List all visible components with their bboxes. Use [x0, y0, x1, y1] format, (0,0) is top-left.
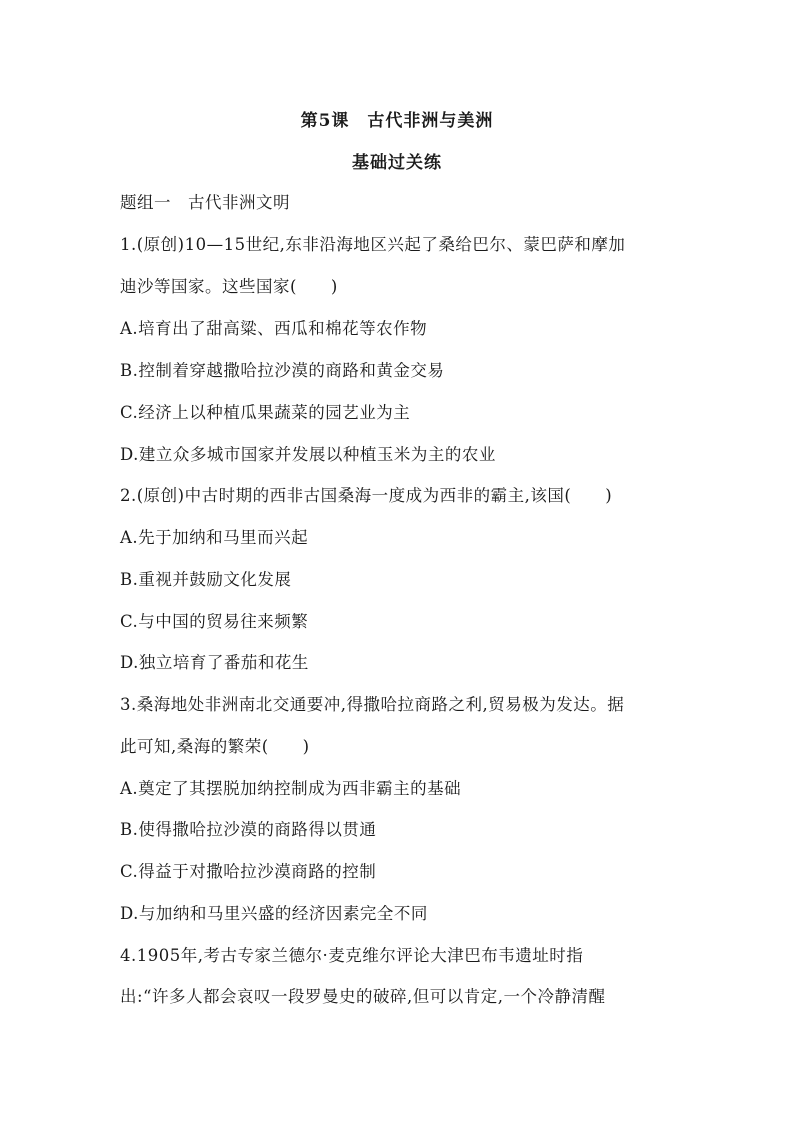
- text-line: B.使得撒哈拉沙漠的商路得以贯通: [120, 820, 377, 839]
- text-line: C.与中国的贸易往来频繁: [120, 612, 309, 631]
- group-heading: 题组一 古代非洲文明: [120, 193, 290, 212]
- text-line: 3.桑海地处非洲南北交通要冲,得撒哈拉商路之利,贸易极为发达。据: [120, 695, 625, 714]
- text-line: A.培育出了甜高粱、西瓜和棉花等农作物: [120, 319, 428, 338]
- text-line: 此可知,桑海的繁荣( ): [120, 737, 310, 756]
- text-line: C.经济上以种植瓜果蔬菜的园艺业为主: [120, 403, 411, 422]
- text-line: D.独立培育了番茄和花生: [120, 653, 309, 672]
- text-line: A.先于加纳和马里而兴起: [120, 528, 309, 547]
- text-line: 迪沙等国家。这些国家( ): [120, 277, 338, 296]
- text-line: A.奠定了其摆脱加纳控制成为西非霸主的基础: [120, 779, 462, 798]
- lesson-title: 第5课 古代非洲与美洲: [300, 111, 494, 131]
- text-line: 1.(原创)10—15世纪,东非沿海地区兴起了桑给巴尔、蒙巴萨和摩加: [120, 235, 626, 254]
- text-line: D.建立众多城市国家并发展以种植玉米为主的农业: [120, 445, 496, 464]
- text-line: D.与加纳和马里兴盛的经济因素完全不同: [120, 904, 428, 923]
- section-title: 基础过关练: [352, 153, 442, 173]
- text-line: 出:“许多人都会哀叹一段罗曼史的破碎,但可以肯定,一个冷静清醒: [120, 987, 606, 1006]
- text-line: B.控制着穿越撒哈拉沙漠的商路和黄金交易: [120, 361, 445, 380]
- text-line: B.重视并鼓励文化发展: [120, 570, 292, 589]
- text-line: C.得益于对撒哈拉沙漠商路的控制: [120, 862, 377, 881]
- text-line: 2.(原创)中古时期的西非古国桑海一度成为西非的霸主,该国( ): [120, 486, 613, 505]
- text-line: 4.1905年,考古专家兰德尔·麦克维尔评论大津巴布韦遗址时指: [120, 946, 584, 965]
